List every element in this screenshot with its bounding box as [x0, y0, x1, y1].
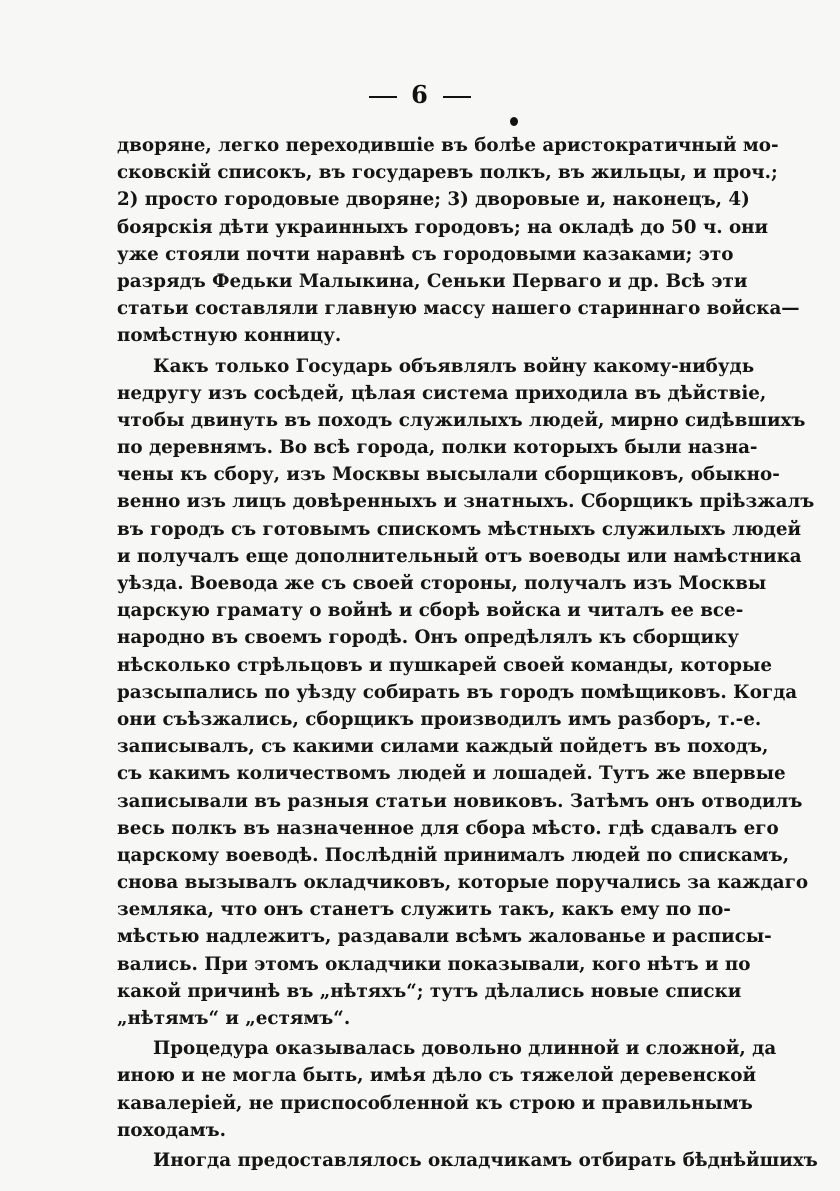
text-line: записывали въ разныя статьи новиковъ. Затѣмъ онъ отводилъ — [117, 790, 803, 812]
text-line: уже стояли почти наравнѣ съ городовыми казаками; это — [117, 243, 734, 265]
text-line: вались. При этомъ окладчики показывали, кого нѣтъ и по — [117, 953, 751, 975]
text-line: сковскій списокъ, въ государевъ полкъ, въ жильцы, и проч.; — [117, 162, 778, 184]
text-line: помѣстную конницу. — [117, 325, 342, 347]
ink-dot — [510, 117, 518, 126]
page-number-header — [0, 80, 840, 109]
text-line: и получалъ еще дополнительный отъ воеводы или намѣстника — [117, 545, 802, 567]
text-line: разрядъ Федьки Малыкина, Сеньки Перваго и др. Всѣ эти — [117, 270, 748, 292]
text-line: по деревнямъ. Во всѣ города, полки которыхъ были назна- — [117, 437, 758, 459]
text-line: народно въ своемъ городѣ. Онъ опредѣлялъ къ сборщику — [117, 627, 740, 649]
text-line: Иногда предоставлялось окладчикамъ отбирать бѣднѣйшихъ — [153, 1149, 818, 1171]
text-line: боярскія дѣти украинныхъ городовъ; на окладѣ до 50 ч. они — [117, 216, 769, 238]
text-line: уѣзда. Воевода же съ своей стороны, получалъ изъ Москвы — [117, 573, 767, 594]
text-line: снова вызывалъ окладчиковъ, которые поручались за каждаго — [117, 872, 809, 894]
left-dash — [369, 96, 397, 98]
text-line: царскому воеводѣ. Послѣдній принималъ людей по спискамъ, — [117, 844, 790, 866]
text-line: походамъ. — [117, 1119, 226, 1141]
text-line: кавалеріей, не приспособленной къ строю и правильнымъ — [117, 1092, 753, 1114]
text-line: царскую грамату о войнѣ и сборѣ войска и читалъ ее все- — [117, 600, 744, 622]
right-dash — [443, 96, 471, 98]
text-line: иною и не могла быть, имѣя дѣло съ тяжелой деревенской — [117, 1065, 757, 1087]
text-line: разсыпались по уѣзду собирать въ городъ помѣщиковъ. Когда — [117, 681, 798, 703]
text-line: весь полкъ въ назначенное для сбора мѣсто. гдѣ сдавалъ его — [117, 817, 779, 839]
text-line: какой причинѣ въ „нѣтяхъ“; тутъ дѣлались новые списки — [117, 980, 742, 1002]
text-line: статьи составляли главную массу нашего стариннаго войска— — [117, 298, 800, 320]
text-line: въ городъ съ готовымъ спискомъ мѣстныхъ служилыхъ людей — [117, 518, 802, 540]
text-line: съ какимъ количествомъ людей и лошадей. Тутъ же впервые — [117, 763, 786, 785]
text-line: Процедура оказывалась довольно длинной и сложной, да — [153, 1038, 777, 1060]
text-line: чтобы двинуть въ походъ служилыхъ людей, мирно сидѣвшихъ — [117, 409, 806, 431]
text-line: земляка, что онъ станетъ служить такъ, какъ ему по по- — [117, 899, 731, 921]
text-line: „нѣтямъ“ и „естямъ“. — [117, 1008, 351, 1029]
text-line: записывалъ, съ какими силами каждый пойдетъ въ походъ, — [117, 736, 769, 758]
text-line: Какъ только Государь объявлялъ войну какому-нибудь — [153, 355, 755, 377]
page-number: 6 — [411, 80, 429, 109]
page-body-text — [117, 132, 818, 1174]
text-line: нѣсколько стрѣльцовъ и пушкарей своей команды, которые — [117, 654, 773, 676]
text-line: чены къ сбору, изъ Москвы высылали сборщиковъ, обыкно- — [117, 464, 780, 486]
text-line: дворяне, легко переходившіе въ болѣе аристократичный мо- — [117, 135, 779, 156]
text-line: они съѣзжались, сборщикъ производилъ имъ разборъ, т.-е. — [117, 708, 762, 730]
text-line: недругу изъ сосѣдей, цѣлая система приходила въ дѣйствіе, — [117, 382, 767, 404]
text-line: венно изъ лицъ довѣренныхъ и знатныхъ. Сборщикъ пріѣзжалъ — [117, 491, 815, 513]
text-line: мѣстью надлежитъ, раздавали всѣмъ жалованье и расписы- — [117, 926, 772, 948]
text-line: 2) просто городовые дворяне; 3) дворовые и, наконецъ, 4) — [117, 189, 750, 211]
